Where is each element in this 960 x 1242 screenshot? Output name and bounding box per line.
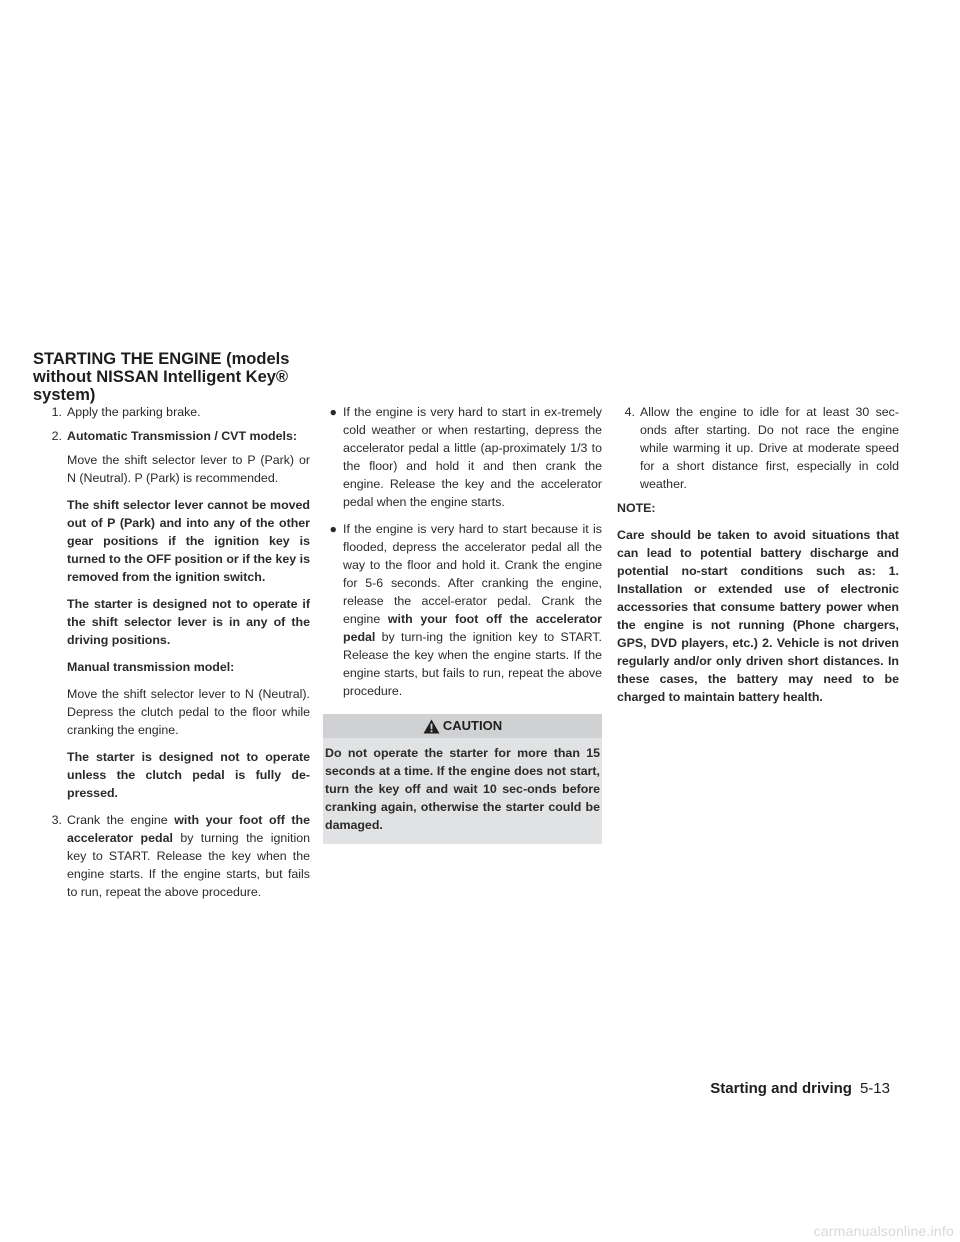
step-warning: The starter is designed not to operate if the shift selector lever is in any of the driving positions. — [67, 597, 310, 647]
step-number: 4. — [624, 405, 635, 419]
page-number: 5-13 — [859, 1080, 890, 1097]
column-left — [44, 403, 310, 907]
caution-title: CAUTION — [442, 718, 503, 733]
step-warning: The shift selector lever cannot be moved out of P (Park) and into any of the other gear positions if the ignition key is turned to the OFF position or if the key is removed from the ignition switch. — [67, 498, 310, 584]
bullet-mark: ● — [329, 405, 337, 419]
bullet-text-part: If the engine is very hard to start because it is flooded, depress the accelerator pedal all the way to the floor and hold it. Crank the engine for 5-6 seconds. After cranking the engine, release the accel-erator pedal. Crank the engine — [343, 522, 602, 626]
step-4 — [617, 403, 899, 493]
bullet-text-emphasis: with your foot off the accelerator pedal — [343, 612, 602, 644]
step-number: 2. — [51, 429, 62, 443]
watermark: carmanualsonline.info — [813, 1223, 954, 1239]
bullet-text-part: by turn-ing the ignition key to START. Release the key when the engine starts. If the engine starts, but fails to run, repeat the above procedure. — [343, 630, 602, 698]
step-text-part: by turning the ignition key to START. Release the key when the engine starts. If the engine starts, but fails to run, repeat the above procedure. — [67, 831, 311, 899]
step-warning: The starter is designed not to operate unless the clutch pedal is fully de-pressed. — [67, 750, 310, 800]
step-paragraph: Move the shift selector lever to P (Park) or N (Neutral). P (Park) is recommended. — [67, 453, 310, 485]
caution-box — [323, 714, 602, 844]
caution-header — [323, 714, 602, 738]
bullet-mark: ● — [329, 522, 337, 536]
page-footer — [710, 1080, 890, 1097]
section-title: STARTING THE ENGINE (models without NISSAN Intelligent Key® system) — [33, 350, 290, 404]
step-2 — [44, 427, 310, 445]
bullet-text: If the engine is very hard to start in ex-tremely cold weather or when restarting, depress the accelerator pedal a little (ap-proximately 1/3 to the floor) and hold it and then crank the engine. Release the key and the accelerator pedal when the engine starts. — [343, 405, 602, 509]
step-text: Apply the parking brake. — [67, 405, 201, 419]
step-paragraph: Move the shift selector lever to N (Neutral). Depress the clutch pedal to the floor while cranking the engine. — [67, 687, 310, 737]
note-text: Care should be taken to avoid situations that can lead to potential battery discharge and potential no-start conditions such as: 1. Installation or extended use of electronic accessories that consume battery power when the engine is not running (Phone chargers, GPS, DVD players, etc.) 2. Vehicle is not driven regularly and/or only driven short distances. In these cases, the battery may need to be charged to maintain battery health. — [617, 528, 899, 704]
bullet-item — [323, 520, 602, 700]
bullet-item — [323, 403, 602, 511]
caution-text: Do not operate the starter for more than 15 seconds at a time. If the engine does not start, turn the key off and wait 10 sec-onds before cranking again, otherwise the starter could be damaged. — [325, 746, 600, 832]
step-number: 3. — [51, 813, 62, 827]
step-text-emphasis: with your foot off the accelerator pedal — [67, 813, 310, 845]
bullet-text — [343, 520, 602, 700]
note-title: NOTE: — [617, 501, 656, 515]
warning-triangle-icon — [423, 719, 440, 734]
footer-section: Starting and driving — [710, 1080, 852, 1097]
column-middle — [323, 403, 602, 844]
step-text-part: Crank the engine — [67, 813, 175, 827]
step-number: 1. — [51, 405, 62, 419]
step-1 — [44, 403, 310, 421]
step-heading: Automatic Transmission / CVT models: — [67, 429, 297, 443]
step-subheading: Manual transmission model: — [67, 660, 235, 674]
step-text: Allow the engine to idle for at least 30 sec-onds after starting. Do not race the engine while warming it up. Drive at moderate speed for a short distance first, especially in cold weather. — [640, 405, 899, 491]
step-3 — [44, 811, 310, 901]
step-text — [67, 811, 310, 901]
column-right — [617, 403, 899, 706]
